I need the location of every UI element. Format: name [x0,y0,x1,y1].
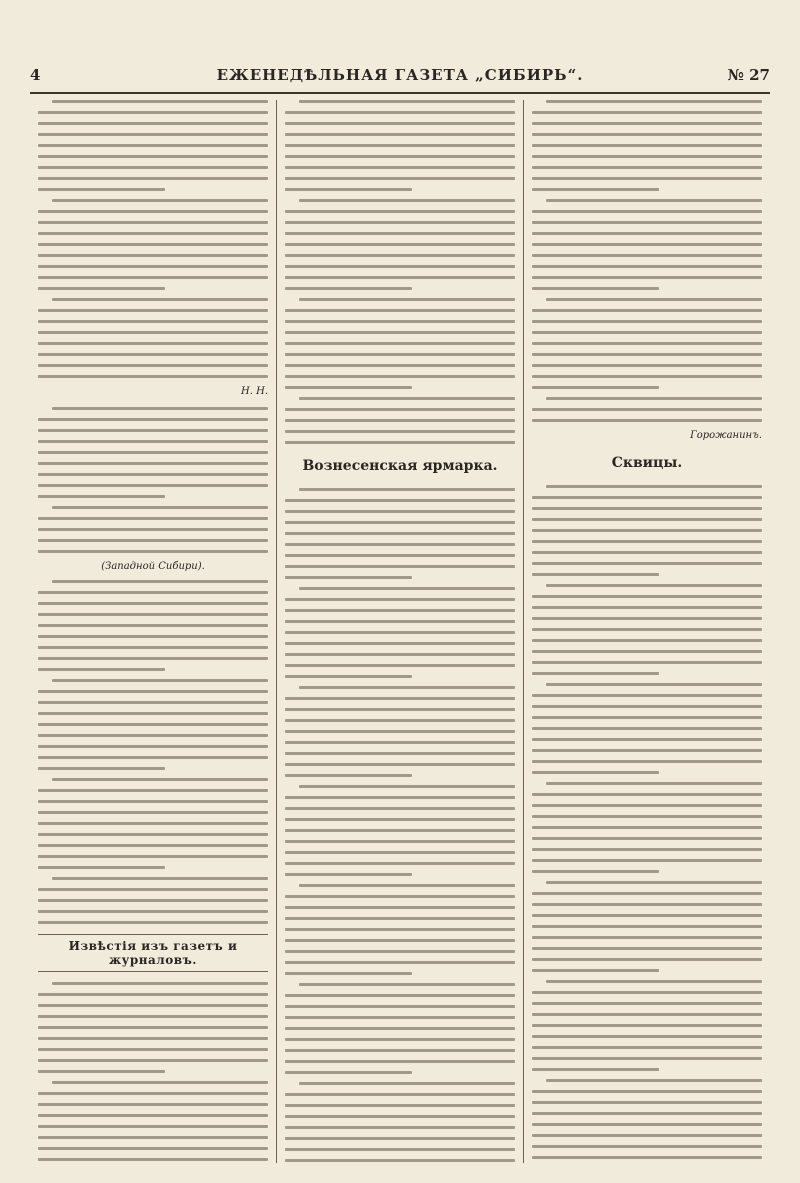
text-line [285,331,515,334]
text-line [285,1159,515,1162]
text-line [38,800,268,803]
text-line [532,155,762,158]
text-line [532,1002,762,1005]
text-line [38,712,268,715]
text-line [532,870,659,873]
text-line [285,576,412,579]
text-line [285,210,515,213]
text-line [285,1005,515,1008]
text-line [285,851,515,854]
text-line [38,287,165,290]
text-line [38,309,268,312]
text-line [546,199,762,202]
text-line [38,657,268,660]
text-line [38,539,268,542]
text-line [532,166,762,169]
text-line [52,100,268,103]
text-line [38,375,268,378]
text-line [532,408,762,411]
text-line [532,265,762,268]
text-line [532,309,762,312]
text-line [38,221,268,224]
text-line [532,1057,762,1060]
caption: (Западной Сибири). [101,561,205,572]
text-line [546,584,762,587]
text-line [285,829,515,832]
text-line [299,488,515,491]
text-line [285,386,412,389]
text-line [52,982,268,985]
text-line [38,921,268,924]
text-line [285,631,515,634]
text-line [532,639,762,642]
text-line [532,254,762,257]
text-block [38,982,268,1163]
text-line [38,210,268,213]
text-line [285,719,515,722]
text-line [38,353,268,356]
text-line [532,320,762,323]
text-line [532,221,762,224]
text-line [38,1015,268,1018]
text-line [532,991,762,994]
text-line [285,939,515,942]
text-line [285,862,515,865]
column-3 [523,100,770,1163]
text-line [299,397,515,400]
text-line [285,320,515,323]
text-line [285,543,515,546]
text-line [532,595,762,598]
text-line [285,774,412,777]
text-line [546,485,762,488]
text-line [532,243,762,246]
text-line [38,111,268,114]
text-line [38,320,268,323]
text-line [38,517,268,520]
text-line [546,1079,762,1082]
text-line [285,287,412,290]
text-line [38,177,268,180]
text-line [285,133,515,136]
text-line [285,122,515,125]
text-line [285,807,515,810]
text-line [38,331,268,334]
text-line [532,353,762,356]
text-block [38,100,268,378]
text-line [38,440,268,443]
text-line [532,540,762,543]
text-line [532,1068,659,1071]
text-line [532,1035,762,1038]
text-line [38,745,268,748]
text-line [285,972,412,975]
text-line [38,668,165,671]
signature: Н. Н. [241,386,268,397]
text-line [285,1060,515,1063]
text-line [38,462,268,465]
text-line [38,833,268,836]
text-line [38,1070,165,1073]
text-line [38,635,268,638]
text-block [38,580,268,924]
text-line [532,386,659,389]
text-block [285,100,515,444]
text-line [285,1137,515,1140]
text-line [38,1048,268,1051]
text-line [38,723,268,726]
text-line [532,331,762,334]
text-line [38,473,268,476]
newspaper-title: ЕЖЕНЕДѢЛЬНАЯ ГАЗЕТА „СИБИРЬ“. [216,66,584,84]
text-line [38,1125,268,1128]
text-line [38,166,268,169]
text-line [532,958,762,961]
text-line [285,565,515,568]
text-line [546,881,762,884]
text-line [38,602,268,605]
text-line [285,111,515,114]
signature: Горожанинъ. [690,430,762,441]
text-line [285,499,515,502]
text-line [546,397,762,400]
text-line [532,507,762,510]
text-line [38,690,268,693]
text-line [285,554,515,557]
text-line [285,708,515,711]
text-line [38,254,268,257]
text-line [532,628,762,631]
text-line [532,1134,762,1137]
text-line [38,451,268,454]
text-line [285,697,515,700]
text-line [285,1148,515,1151]
text-line [52,778,268,781]
text-line [38,1103,268,1106]
text-line [532,342,762,345]
text-line [285,1049,515,1052]
text-line [38,133,268,136]
text-line [38,734,268,737]
text-line [285,375,515,378]
text-line [285,1126,515,1129]
text-line [38,624,268,627]
text-line [38,767,165,770]
text-line [38,1037,268,1040]
text-line [285,730,515,733]
text-line [38,550,268,553]
text-line [52,580,268,583]
text-line [285,188,412,191]
text-line [38,993,268,996]
text-line [299,199,515,202]
text-line [532,551,762,554]
text-line [532,122,762,125]
text-line [38,276,268,279]
text-line [52,877,268,880]
text-line [38,122,268,125]
text-line [285,1104,515,1107]
text-line [285,364,515,367]
text-line [532,650,762,653]
text-line [299,298,515,301]
text-line [285,430,515,433]
text-line [285,1038,515,1041]
text-line [38,418,268,421]
text-line [532,749,762,752]
text-line [285,265,515,268]
text-line [38,855,268,858]
text-line [546,980,762,983]
text-line [532,804,762,807]
text-line [299,100,515,103]
text-line [38,1092,268,1095]
text-line [38,364,268,367]
text-line [38,756,268,759]
text-line [285,1027,515,1030]
text-line [285,510,515,513]
text-line [532,661,762,664]
text-line [38,232,268,235]
text-line [52,298,268,301]
text-line [532,210,762,213]
text-line [532,859,762,862]
text-line [532,914,762,917]
text-line [532,232,762,235]
text-line [546,782,762,785]
text-line [285,620,515,623]
text-line [38,899,268,902]
text-line [299,983,515,986]
section-heading: Сквицы. [611,455,683,471]
text-line [285,928,515,931]
text-line [532,694,762,697]
text-line [532,606,762,609]
text-line [532,1090,762,1093]
text-line [285,664,515,667]
text-line [532,1013,762,1016]
text-line [38,1136,268,1139]
text-line [532,144,762,147]
text-line [285,532,515,535]
text-line [285,408,515,411]
text-line [285,950,515,953]
text-block [532,100,762,422]
text-line [38,484,268,487]
text-line [532,287,659,290]
text-line [38,342,268,345]
text-line [285,917,515,920]
text-line [532,133,762,136]
text-line [38,910,268,913]
text-line [38,1114,268,1117]
text-line [532,364,762,367]
text-line [299,587,515,590]
text-line [285,1016,515,1019]
text-line [546,298,762,301]
text-line [532,375,762,378]
text-line [285,653,515,656]
text-block [532,485,762,1163]
text-line [38,1059,268,1062]
text-line [38,701,268,704]
text-line [532,925,762,928]
text-line [285,1093,515,1096]
text-line [285,521,515,524]
text-line [532,1123,762,1126]
article-columns [30,100,770,1163]
text-line [285,441,515,444]
column-2 [276,100,523,1163]
text-line [285,818,515,821]
text-line [532,111,762,114]
text-line [38,646,268,649]
page-number: 4 [30,66,41,84]
header-rule [30,92,770,94]
text-line [532,903,762,906]
text-line [285,840,515,843]
column-1 [30,100,276,1163]
text-block [285,488,515,1163]
text-line [532,562,762,565]
text-line [532,892,762,895]
issue-number: № 27 [727,66,770,84]
text-line [532,672,659,675]
text-line [285,609,515,612]
text-line [285,177,515,180]
text-line [38,243,268,246]
text-line [38,789,268,792]
text-line [532,969,659,972]
text-line [532,1112,762,1115]
text-line [532,276,762,279]
text-line [285,675,412,678]
text-line [285,155,515,158]
text-line [285,243,515,246]
text-line [532,1145,762,1148]
text-line [532,573,659,576]
text-block [38,407,268,553]
text-line [38,188,165,191]
text-line [38,1004,268,1007]
text-line [532,727,762,730]
text-line [532,177,762,180]
text-line [38,265,268,268]
text-line [285,895,515,898]
text-line [285,221,515,224]
text-line [299,785,515,788]
text-line [532,771,659,774]
text-line [38,528,268,531]
text-line [38,822,268,825]
text-line [52,506,268,509]
text-line [38,1147,268,1150]
text-line [532,518,762,521]
text-line [285,276,515,279]
text-line [52,679,268,682]
text-line [285,598,515,601]
text-line [299,686,515,689]
text-line [38,591,268,594]
text-line [38,613,268,616]
text-line [285,166,515,169]
text-line [52,1081,268,1084]
text-line [532,826,762,829]
text-line [52,407,268,410]
text-line [52,199,268,202]
text-line [38,429,268,432]
text-line [38,495,165,498]
text-line [532,1046,762,1049]
text-line [532,947,762,950]
text-line [299,1082,515,1085]
text-line [299,884,515,887]
text-line [285,254,515,257]
masthead [30,62,770,88]
text-line [532,1024,762,1027]
text-line [38,866,165,869]
text-line [285,906,515,909]
text-line [532,793,762,796]
text-line [285,796,515,799]
text-line [285,144,515,147]
text-line [38,1158,268,1161]
text-line [532,837,762,840]
text-line [285,642,515,645]
text-line [38,144,268,147]
text-line [532,705,762,708]
text-line [285,741,515,744]
text-line [285,232,515,235]
text-line [285,1115,515,1118]
text-line [532,419,762,422]
text-line [285,309,515,312]
section-heading: Извѣстія изъ газетъ и журналовъ. [38,934,268,972]
text-line [532,529,762,532]
text-line [532,760,762,763]
text-line [532,496,762,499]
text-line [285,419,515,422]
text-line [285,752,515,755]
text-line [285,873,412,876]
text-line [285,961,515,964]
text-line [38,888,268,891]
section-heading: Вознесенская ярмарка. [302,458,498,474]
text-line [532,738,762,741]
text-line [546,100,762,103]
text-line [532,936,762,939]
text-line [532,848,762,851]
text-line [285,994,515,997]
text-line [38,155,268,158]
text-line [546,683,762,686]
text-line [532,815,762,818]
text-line [285,353,515,356]
text-line [38,811,268,814]
text-line [532,1156,762,1159]
text-line [532,617,762,620]
text-line [532,716,762,719]
text-line [38,1026,268,1029]
text-line [285,342,515,345]
text-line [38,844,268,847]
text-line [532,188,659,191]
text-line [285,763,515,766]
text-line [532,1101,762,1104]
text-line [285,1071,412,1074]
